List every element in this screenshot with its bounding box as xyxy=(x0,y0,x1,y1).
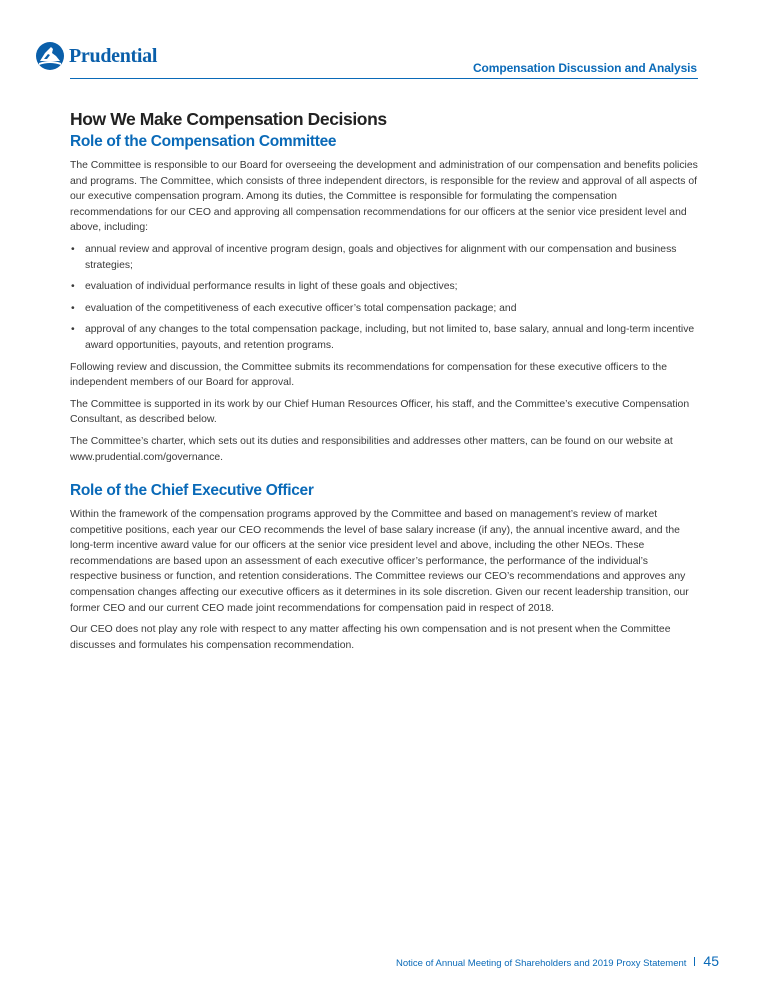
paragraph: Our CEO does not play any role with respect to any matter affecting his own compensation and is not present when the Committee discusses and formulates his compensation recommendation. xyxy=(70,624,671,651)
footer-separator xyxy=(694,957,695,966)
list-item: • evaluation of the competitiveness of each executive officer’s total compensation package; and xyxy=(70,301,698,317)
page-number: 45 xyxy=(703,953,719,969)
brand-name: Prudential xyxy=(69,44,158,67)
page-footer xyxy=(396,953,719,969)
page-content xyxy=(70,108,698,659)
duties-list xyxy=(70,242,698,354)
list-item: • approval of any changes to the total compensation package, including, but not limited to, base salary, annual and long-term incentive award opportunities, payouts, and retention programs. xyxy=(70,322,698,353)
paragraph: Following review and discussion, the Committee submits its recommendations for compensation for these executive officers to the independent members of our Board for approval. xyxy=(70,361,667,389)
rock-of-gibraltar-icon xyxy=(35,41,65,71)
section-header-title: Compensation Discussion and Analysis xyxy=(472,61,697,75)
list-item: • evaluation of individual performance results in light of these goals and objectives; xyxy=(70,279,698,295)
paragraph: The Committee is supported in its work by our Chief Human Resources Officer, his staff, and the Committee’s executive Compensation Consultant, as described below. xyxy=(70,398,690,426)
section-title-ceo: Role of the Chief Executive Officer xyxy=(70,482,314,500)
paragraph: The Committee is responsible to our Board for overseeing the development and administration of our compensation and benefits policies and programs. The Committee, which consists of three independent directors, is responsible for the review and approval of all aspects of our executive compensation program. Among its duties, the Committee is responsible for formulating the compensation recommendations for our CEO and approving all compensation recommendations for our officers at the senior vice president level and above, including: xyxy=(70,160,698,234)
paragraph: The Committee’s charter, which sets out its duties and responsibilities and addresses other matters, can be found on our website at www.prudential.com/governance. xyxy=(70,435,673,463)
paragraph: Within the framework of the compensation programs approved by the Committee and based on management’s review of market competitive positions, each year our CEO recommends the level of base salary increase (if any), the annual incentive award, and the long-term incentive award value for our officers at the senior vice president level and above, including the other NEOs. These recommendations are based upon an assessment of each executive officer’s performance, the performance of the individual’s respective business or function, and retention considerations. The Committee reviews our CEO’s recommendations and approves any compensation changes affecting our executive officers as it determines in its sole discretion. Given our recent leadership transition, our former CEO and our current CEO made joint recommendations for compensation paid in respect of 2018. xyxy=(70,509,689,614)
section-title-compensation-committee: Role of the Compensation Committee xyxy=(70,133,337,150)
list-item: • annual review and approval of incentive program design, goals and objectives for alignment with our compensation and business strategies; xyxy=(70,242,698,273)
footer-text: Notice of Annual Meeting of Shareholders and 2019 Proxy Statement xyxy=(395,958,687,969)
header-divider xyxy=(70,78,698,79)
prudential-logo xyxy=(35,41,157,71)
page-heading: How We Make Compensation Decisions xyxy=(70,109,387,129)
